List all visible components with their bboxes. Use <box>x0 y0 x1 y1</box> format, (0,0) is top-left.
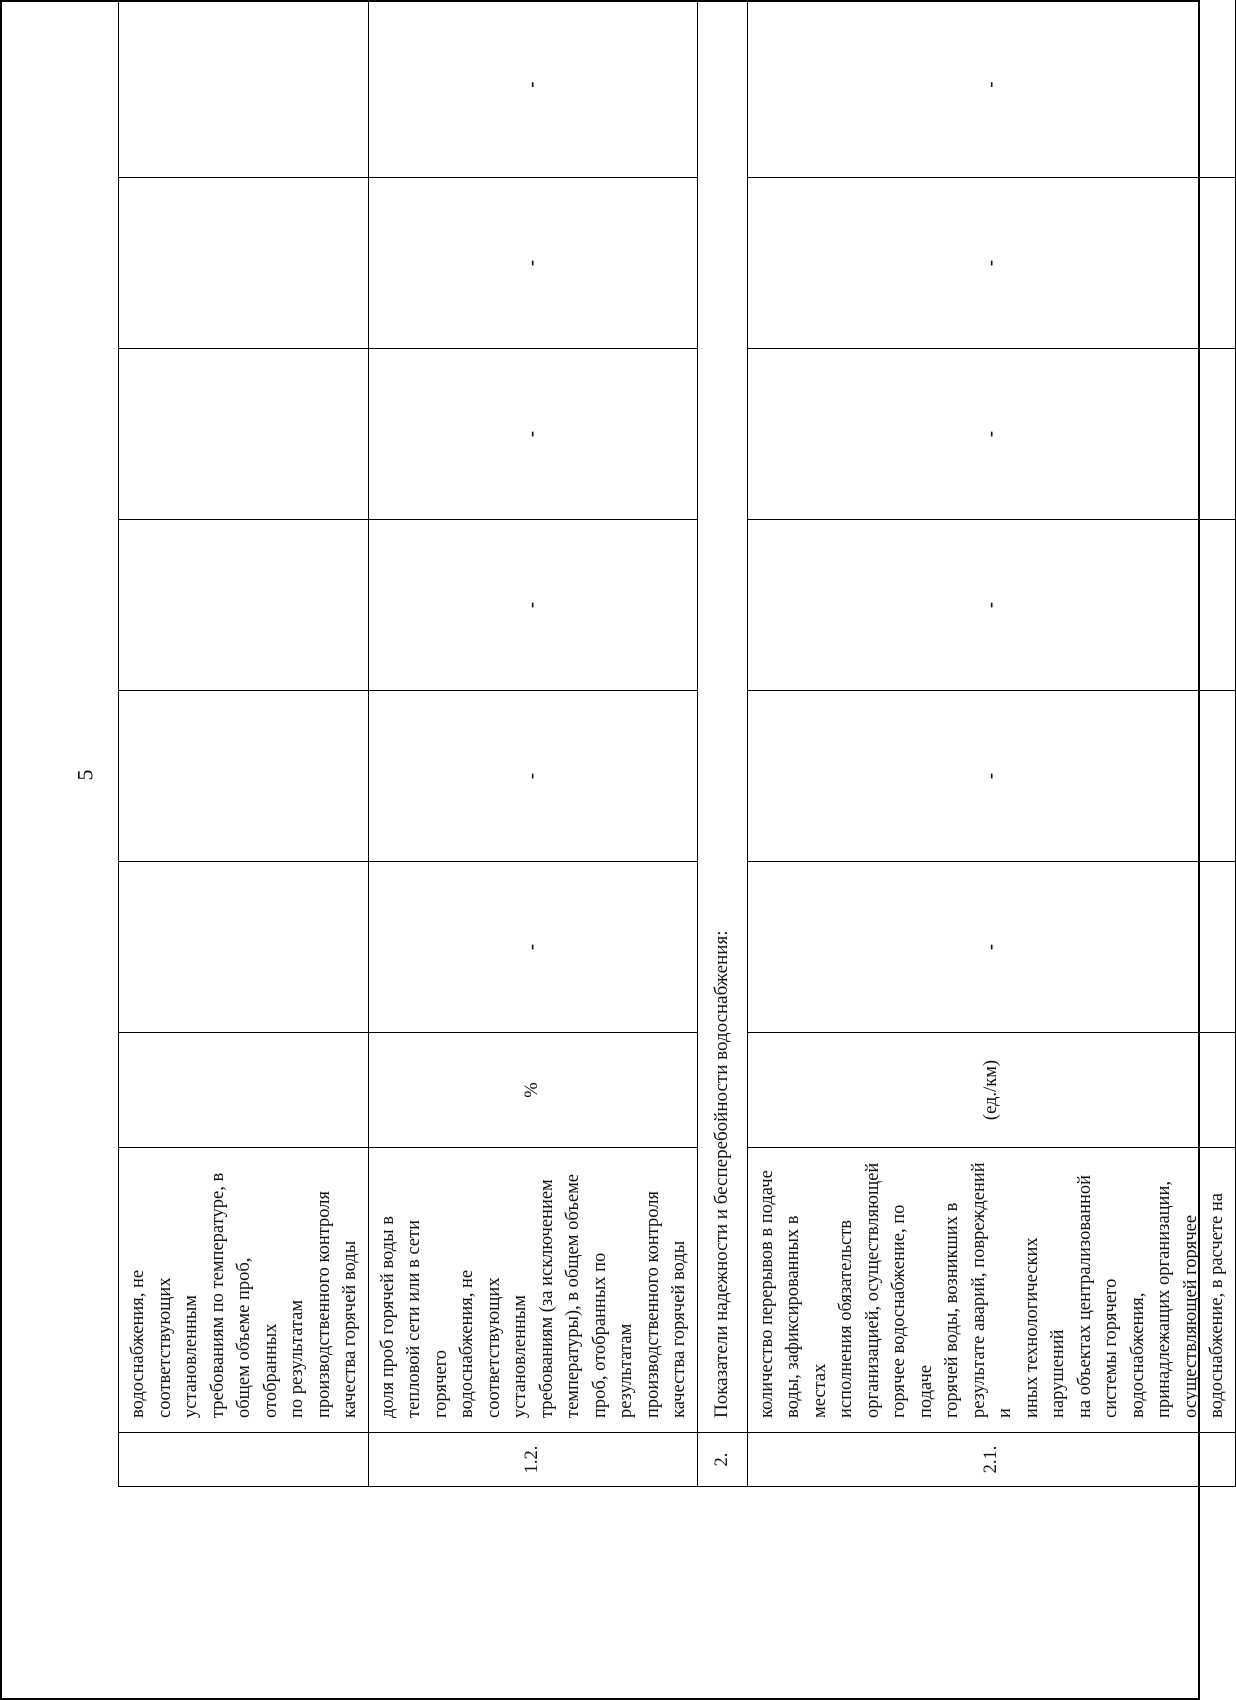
unit-cell: % <box>368 1033 697 1148</box>
value-cell: - <box>368 691 697 862</box>
value-cell: - <box>368 520 697 691</box>
page-number: 5 <box>72 769 98 781</box>
value-cell: - <box>368 862 697 1033</box>
table-row <box>368 0 697 1487</box>
value-cell <box>119 520 369 691</box>
unit-cell <box>119 1033 369 1148</box>
value-cell: - <box>368 0 697 178</box>
value-cell: - <box>368 349 697 520</box>
table-row <box>747 0 1235 1487</box>
value-cell: - <box>747 0 1235 178</box>
row-number: 2.1. <box>747 1433 1235 1487</box>
value-cell <box>119 691 369 862</box>
value-cell <box>119 349 369 520</box>
section-title: Показатели надежности и бесперебойности водоснабжения: <box>697 0 747 1433</box>
value-cell <box>119 178 369 349</box>
indicators-table <box>118 0 1236 1487</box>
indicator-description: водоснабжения, не соответствующих установленным требованиям по температуре, в общем объеме проб, отобранных по результатам производственного контроля качества горячей воды <box>119 1148 369 1433</box>
section-row <box>697 0 747 1487</box>
row-number <box>119 1433 369 1487</box>
indicator-description: доля проб горячей воды в тепловой сети или в сети горячего водоснабжения, не соответствующих установленным требованиям (за исключением температуры), в общем объеме проб, отобранных по результатам производственного контроля качества горячей воды <box>368 1148 697 1433</box>
unit-cell: (ед./км) <box>747 1033 1235 1148</box>
row-number: 1.2. <box>368 1433 697 1487</box>
value-cell: - <box>747 691 1235 862</box>
value-cell <box>119 862 369 1033</box>
value-cell: - <box>747 349 1235 520</box>
table-container <box>118 47 1227 1487</box>
value-cell: - <box>368 178 697 349</box>
table-row <box>119 0 369 1487</box>
value-cell: - <box>747 520 1235 691</box>
indicator-description: количество перерывов в подаче воды, зафиксированных в местах исполнения обязательств организацией, осуществляющей горячее водоснабжение, по подаче горячей воды, возникших в результате аварий, повреждений и иных технологических нарушений на объектах централизованной системы горячего водоснабжения, принадлежащих организации, осуществляющей горячее водоснабжение, в расчете на <box>747 1148 1235 1433</box>
value-cell: - <box>747 178 1235 349</box>
value-cell: - <box>747 862 1235 1033</box>
value-cell <box>119 0 369 178</box>
section-number: 2. <box>697 1433 747 1487</box>
